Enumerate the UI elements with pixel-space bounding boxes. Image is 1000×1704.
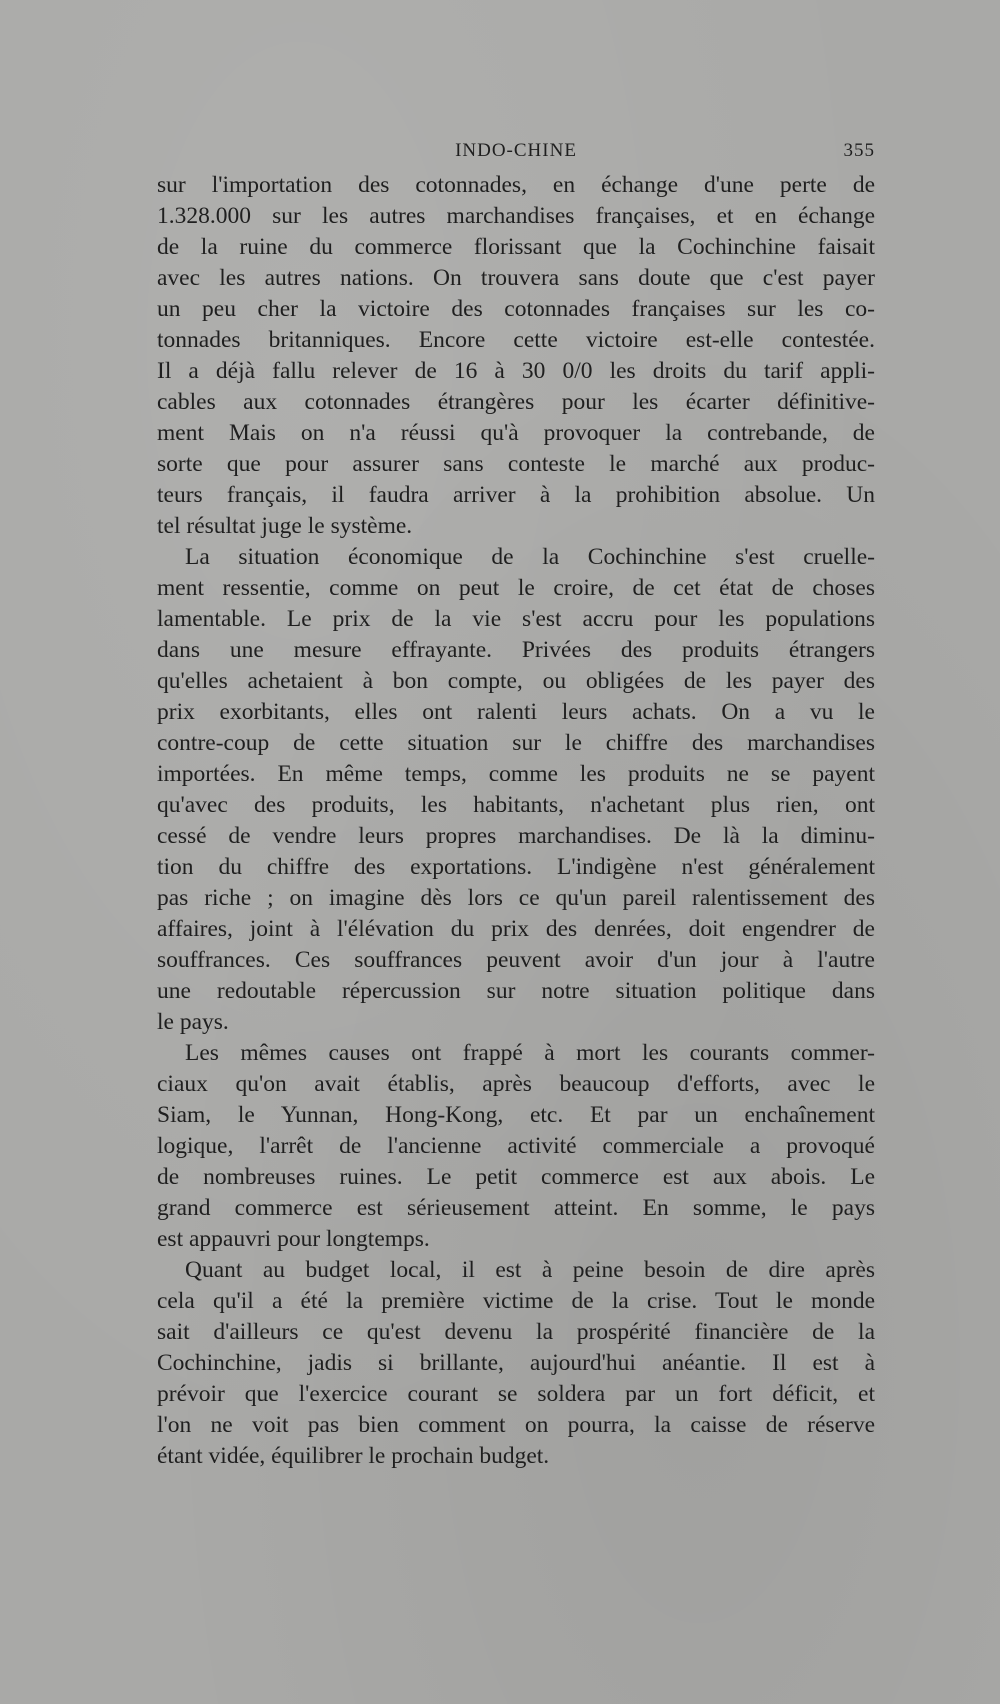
text-line: ment ressentie, comme on peut le croire, de cet état de choses: [157, 575, 875, 601]
text-line: Quant au budget local, il est à peine besoin de dire après: [185, 1257, 875, 1283]
text-line: cables aux cotonnades étrangères pour les écarter définitive-: [157, 389, 875, 415]
text-line: 1.328.000 sur les autres marchandises françaises, et en échange: [157, 203, 875, 229]
text-line: La situation économique de la Cochinchine s'est cruelle-: [185, 544, 875, 570]
text-line: tion du chiffre des exportations. L'indigène n'est généralement: [157, 854, 875, 880]
text-line: cela qu'il a été la première victime de la crise. Tout le monde: [157, 1288, 875, 1314]
text-line: étant vidée, équilibrer le prochain budget.: [157, 1443, 550, 1469]
running-title: INDO-CHINE: [455, 140, 577, 161]
text-line: tonnades britanniques. Encore cette victoire est-elle contestée.: [157, 327, 875, 353]
text-line: le pays.: [157, 1009, 229, 1035]
text-line: dans une mesure effrayante. Privées des produits étrangers: [157, 637, 875, 663]
text-line: cessé de vendre leurs propres marchandises. De là la diminu-: [157, 823, 875, 849]
text-line: sur l'importation des cotonnades, en échange d'une perte de: [157, 172, 875, 198]
text-line: qu'avec des produits, les habitants, n'achetant plus rien, ont: [157, 792, 875, 818]
text-line: l'on ne voit pas bien comment on pourra, la caisse de réserve: [157, 1412, 875, 1438]
text-line: sait d'ailleurs ce qu'est devenu la prospérité financière de la: [157, 1319, 875, 1345]
text-line: qu'elles achetaient à bon compte, ou obligées de les payer des: [157, 668, 875, 694]
body-text: [157, 170, 875, 1472]
text-line: grand commerce est sérieusement atteint. En somme, le pays: [157, 1195, 875, 1221]
text-line: est appauvri pour longtemps.: [157, 1226, 430, 1252]
text-line: importées. En même temps, comme les produits ne se payent: [157, 761, 875, 787]
text-line: logique, l'arrêt de l'ancienne activité commerciale a provoqué: [157, 1133, 875, 1159]
text-line: avec les autres nations. On trouvera sans doute que c'est payer: [157, 265, 875, 291]
text-line: de nombreuses ruines. Le petit commerce est aux abois. Le: [157, 1164, 875, 1190]
text-line: affaires, joint à l'élévation du prix des denrées, doit engendrer de: [157, 916, 875, 942]
text-line: lamentable. Le prix de la vie s'est accru pour les populations: [157, 606, 875, 632]
text-line: prévoir que l'exercice courant se soldera par un fort déficit, et: [157, 1381, 875, 1407]
text-line: de la ruine du commerce florissant que la Cochinchine faisait: [157, 234, 875, 260]
text-line: sorte que pour assurer sans conteste le marché aux produc-: [157, 451, 875, 477]
text-line: un peu cher la victoire des cotonnades françaises sur les co-: [157, 296, 875, 322]
text-line: Cochinchine, jadis si brillante, aujourd'hui anéantie. Il est à: [157, 1350, 875, 1376]
text-line: prix exorbitants, elles ont ralenti leurs achats. On a vu le: [157, 699, 875, 725]
text-line: tel résultat juge le système.: [157, 513, 413, 539]
page-number: 355: [843, 140, 875, 161]
text-line: Il a déjà fallu relever de 16 à 30 0/0 les droits du tarif appli-: [157, 358, 875, 384]
text-line: ciaux qu'on avait établis, après beaucoup d'efforts, avec le: [157, 1071, 875, 1097]
text-line: contre-coup de cette situation sur le chiffre des marchandises: [157, 730, 875, 756]
text-line: une redoutable répercussion sur notre situation politique dans: [157, 978, 875, 1004]
text-line: Les mêmes causes ont frappé à mort les courants commer-: [185, 1040, 875, 1066]
text-line: Siam, le Yunnan, Hong-Kong, etc. Et par un enchaînement: [157, 1102, 875, 1128]
text-line: pas riche ; on imagine dès lors ce qu'un pareil ralentissement des: [157, 885, 875, 911]
text-line: teurs français, il faudra arriver à la prohibition absolue. Un: [157, 482, 875, 508]
text-line: ment Mais on n'a réussi qu'à provoquer la contrebande, de: [157, 420, 875, 446]
page-header: [157, 140, 875, 164]
text-line: souffrances. Ces souffrances peuvent avoir d'un jour à l'autre: [157, 947, 875, 973]
